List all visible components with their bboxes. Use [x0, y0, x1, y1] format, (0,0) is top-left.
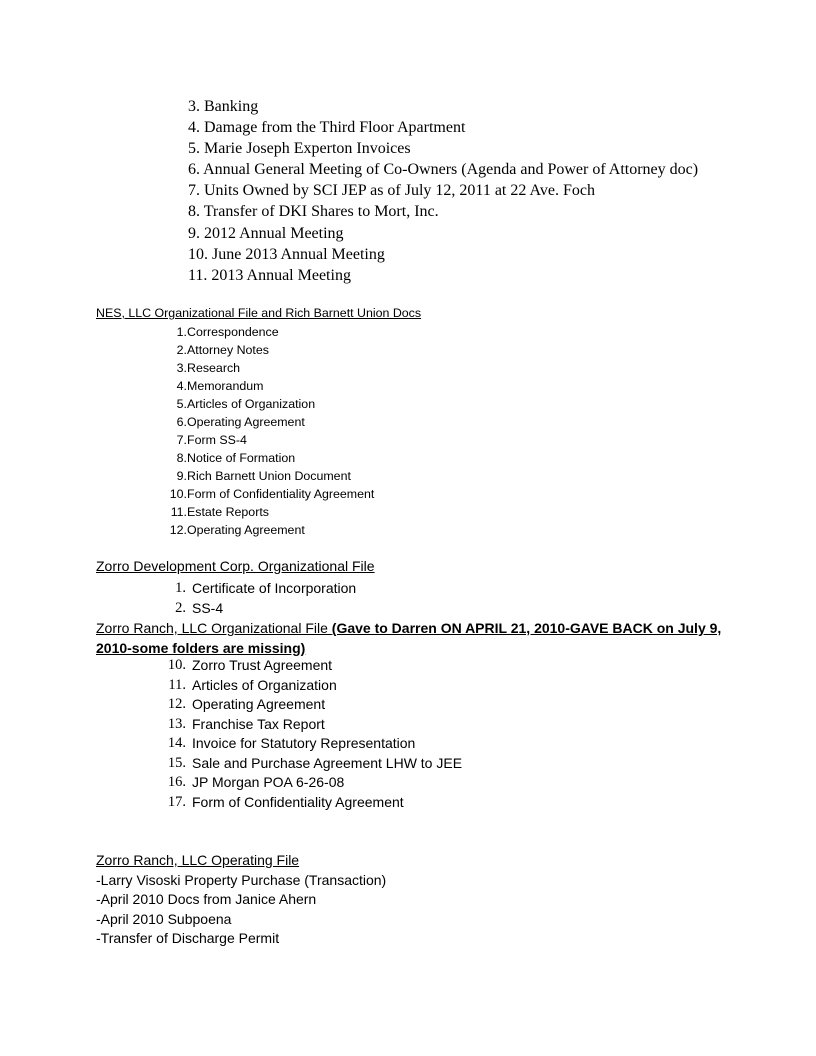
list-item: 10. June 2013 Annual Meeting — [188, 245, 385, 263]
list-item — [160, 485, 374, 503]
list-item: -Larry Visoski Property Purchase (Transaction) — [96, 871, 387, 888]
list-item: -April 2010 Subpoena — [96, 910, 232, 927]
item-number: 1. — [176, 325, 187, 339]
item-number: 17. — [167, 793, 186, 810]
item-text: Franchise Tax Report — [192, 715, 325, 732]
item-text: SS-4 — [192, 600, 224, 616]
nes-section-heading: NES, LLC Organizational File and Rich Barnett Union Docs — [96, 306, 422, 320]
item-text: Articles of Organization — [192, 676, 337, 693]
list-item: 5. Marie Joseph Experton Invoices — [188, 140, 411, 158]
item-number: 9. — [176, 469, 187, 483]
zorro-ranch-operating-heading: Zorro Ranch, LLC Operating File — [96, 852, 300, 868]
item-number: 8. — [176, 451, 187, 465]
list-item: 9. 2012 Annual Meeting — [188, 224, 344, 242]
item-text: Form of Confidentiality Agreement — [187, 487, 375, 501]
heading-title: Zorro Ranch, LLC Organizational File — [96, 620, 332, 636]
item-text: Articles of Organization — [187, 397, 316, 411]
item-number: 6. — [176, 415, 187, 429]
list-item — [160, 503, 374, 521]
list-item: 6. Annual General Meeting of Co-Owners (Agenda and Power of Attorney doc) — [188, 161, 699, 179]
item-number: 2. — [176, 343, 187, 357]
list-item — [160, 734, 462, 754]
item-number: 1. — [175, 580, 186, 596]
zorro-ranch-operating-section — [96, 851, 386, 949]
list-item — [160, 676, 462, 696]
list-item: 3. Banking — [188, 98, 259, 115]
zorro-development-list — [160, 578, 356, 618]
item-number: 11. — [168, 676, 186, 693]
list-item: -Transfer of Discharge Permit — [96, 930, 280, 946]
item-number: 14. — [167, 735, 186, 751]
item-number: 4. — [176, 379, 187, 393]
list-item — [160, 793, 462, 813]
list-item: -April 2010 Docs from Janice Ahern — [96, 891, 317, 907]
list-item: 4. Damage from the Third Floor Apartment — [188, 119, 466, 137]
handoff-note: (Gave to Darren ON APRIL 21, 2010-GAVE BACK on July 9, 2010-some folders are missing) — [96, 620, 722, 656]
list-item: 11. 2013 Annual Meeting — [188, 266, 351, 284]
list-item — [160, 578, 356, 598]
item-number: 10. — [167, 657, 186, 673]
list-item — [160, 754, 462, 774]
list-item — [160, 359, 374, 377]
item-text: Certificate of Incorporation — [192, 580, 357, 596]
item-number: 12. — [169, 523, 187, 537]
banking-section-list — [188, 96, 698, 286]
list-item — [160, 773, 462, 793]
zorro-development-heading: Zorro Development Corp. Organizational File — [96, 558, 375, 574]
item-number: 5. — [176, 397, 187, 411]
list-item — [160, 598, 356, 618]
zorro-ranch-organizational-list — [160, 656, 462, 812]
item-text: Attorney Notes — [187, 343, 269, 357]
list-item — [160, 323, 374, 341]
item-text: Invoice for Statutory Representation — [192, 735, 416, 751]
item-number: 2. — [175, 600, 186, 616]
item-text: Notice of Formation — [187, 451, 296, 465]
zorro-ranch-organizational-heading — [96, 618, 736, 658]
item-text: Correspondence — [187, 325, 279, 339]
list-item — [160, 449, 374, 467]
nes-list — [160, 323, 374, 539]
item-number: 12. — [167, 696, 186, 712]
item-number: 13. — [167, 715, 186, 732]
list-item — [160, 656, 462, 676]
item-number: 16. — [167, 774, 186, 790]
item-number: 7. — [176, 433, 187, 447]
item-text: Form SS-4 — [187, 433, 247, 447]
list-item: 8. Transfer of DKI Shares to Mort, Inc. — [188, 203, 439, 221]
item-text: Sale and Purchase Agreement LHW to JEE — [192, 754, 463, 771]
list-item — [160, 521, 374, 539]
item-text: Operating Agreement — [187, 415, 305, 429]
list-item — [160, 395, 374, 413]
item-text: Research — [187, 361, 241, 375]
list-item — [160, 695, 462, 715]
item-text: Memorandum — [187, 379, 264, 393]
item-number: 15. — [167, 754, 186, 771]
list-item: 7. Units Owned by SCI JEP as of July 12, 2011 at 22 Ave. Foch — [188, 182, 595, 200]
list-item — [160, 467, 374, 485]
item-text: Operating Agreement — [187, 523, 305, 537]
list-item — [160, 341, 374, 359]
item-text: JP Morgan POA 6-26-08 — [192, 774, 345, 790]
item-text: Rich Barnett Union Document — [187, 469, 351, 483]
list-item — [160, 413, 374, 431]
item-text: Zorro Trust Agreement — [192, 657, 333, 673]
item-text: Form of Confidentiality Agreement — [192, 793, 404, 810]
item-number: 11. — [170, 505, 187, 519]
item-number: 10. — [169, 487, 187, 501]
list-item — [160, 377, 374, 395]
item-text: Estate Reports — [187, 505, 269, 519]
list-item — [160, 431, 374, 449]
item-number: 3. — [176, 361, 187, 375]
item-text: Operating Agreement — [192, 696, 326, 712]
list-item — [160, 715, 462, 735]
